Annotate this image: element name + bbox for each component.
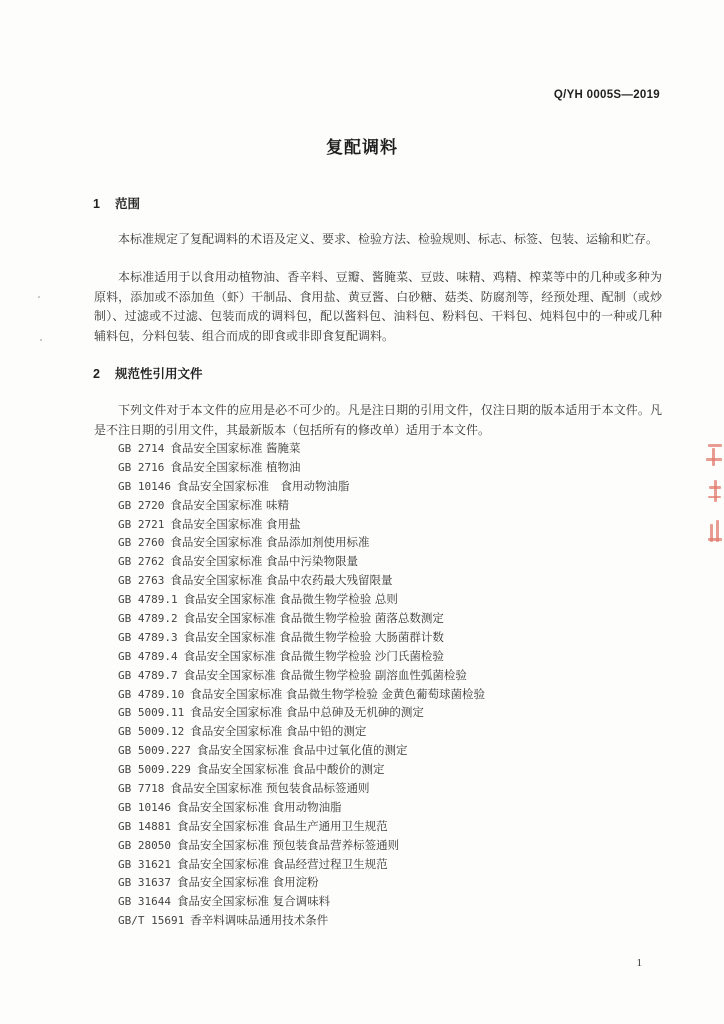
scan-speck bbox=[40, 339, 42, 341]
reference-item bbox=[118, 590, 485, 609]
scan-speck bbox=[38, 296, 40, 298]
reference-title: 食品安全国家标准 植物油 bbox=[170, 459, 301, 474]
section-1-title: 范围 bbox=[115, 196, 141, 211]
reference-title: 食品安全国家标准 食品微生物学检验 总则 bbox=[183, 592, 398, 607]
reference-title: 食品安全国家标准 预包装食品标签通则 bbox=[170, 781, 370, 796]
reference-title: 食品安全国家标准 味精 bbox=[170, 497, 290, 512]
reference-item bbox=[118, 628, 485, 647]
reference-item bbox=[118, 798, 485, 817]
section-2-paragraph: 下列文件对于本文件的应用是必不可少的。凡是注日期的引用文件，仅注日期的版本适用于本文件。凡是不注日期的引用文件，其最新版本（包括所有的修改单）适用于本文件。 bbox=[94, 403, 662, 437]
reference-item bbox=[118, 571, 485, 590]
page-number: 1 bbox=[636, 957, 642, 969]
reference-item bbox=[118, 477, 485, 496]
reference-title: 食品安全国家标准 食品中农药最大残留限量 bbox=[170, 573, 393, 588]
reference-item bbox=[118, 666, 485, 685]
reference-item bbox=[118, 836, 485, 855]
reference-item bbox=[118, 685, 485, 704]
reference-title: 食品安全国家标准 食品中污染物限量 bbox=[170, 554, 359, 569]
reference-code: GB 28050 bbox=[118, 838, 171, 852]
reference-title: 食品安全国家标准 食品中总砷及无机砷的测定 bbox=[190, 705, 424, 720]
reference-code: GB/T 15691 bbox=[118, 914, 185, 928]
reference-code: GB 4789.1 bbox=[118, 593, 178, 607]
reference-code: GB 2721 bbox=[118, 517, 165, 531]
reference-item bbox=[118, 458, 485, 477]
section-2-heading bbox=[93, 364, 203, 382]
reference-title: 食品安全国家标准 食用淀粉 bbox=[176, 875, 319, 890]
reference-item bbox=[118, 609, 485, 628]
reference-code: GB 2762 bbox=[118, 555, 165, 569]
reference-code: GB 4789.2 bbox=[118, 612, 178, 626]
document-title: 复配调料 bbox=[326, 138, 398, 158]
reference-code: GB 5009.12 bbox=[118, 725, 185, 739]
reference-code: GB 5009.227 bbox=[118, 744, 191, 758]
reference-title: 食品安全国家标准 食品中过氧化值的测定 bbox=[196, 743, 408, 758]
reference-code: GB 2760 bbox=[118, 536, 165, 550]
reference-code: GB 31637 bbox=[118, 876, 171, 890]
reference-title: 食品安全国家标准 食用盐 bbox=[170, 516, 301, 531]
reference-title: 食品安全国家标准 食品生产通用卫生规范 bbox=[176, 818, 388, 833]
reference-item bbox=[118, 873, 485, 892]
reference-item bbox=[118, 515, 485, 534]
reference-code: GB 31621 bbox=[118, 857, 171, 871]
reference-code: GB 7718 bbox=[118, 782, 165, 796]
reference-title: 食品安全国家标准 食品微生物学检验 金黄色葡萄球菌检验 bbox=[190, 686, 486, 701]
reference-item bbox=[118, 552, 485, 571]
reference-title: 食品安全国家标准 食品微生物学检验 沙门氏菌检验 bbox=[183, 648, 444, 663]
reference-title: 食品安全国家标准 食品微生物学检验 大肠菌群计数 bbox=[183, 629, 444, 644]
reference-item bbox=[118, 779, 485, 798]
reference-item bbox=[118, 911, 485, 930]
reference-title: 香辛料调味品通用技术条件 bbox=[190, 913, 329, 928]
reference-item bbox=[118, 703, 485, 722]
reference-title: 食品安全国家标准 食品中酸价的测定 bbox=[196, 762, 385, 777]
reference-code: GB 4789.7 bbox=[118, 668, 178, 682]
reference-code: GB 2714 bbox=[118, 442, 165, 455]
reference-item bbox=[118, 439, 485, 458]
reference-item bbox=[118, 496, 485, 515]
reference-title: 食品安全国家标准 食品微生物学检验 副溶血性弧菌检验 bbox=[183, 667, 467, 682]
reference-item bbox=[118, 855, 485, 874]
section-2-title: 规范性引用文件 bbox=[115, 366, 203, 381]
reference-code: GB 2716 bbox=[118, 460, 165, 474]
seal-stamp bbox=[700, 440, 724, 550]
reference-code: GB 14881 bbox=[118, 819, 171, 833]
reference-title: 食品安全国家标准 食品添加剂使用标准 bbox=[170, 535, 370, 550]
section-1-paragraph-1: 本标准规定了复配调料的术语及定义、要求、检验方法、检验规则、标志、标签、包装、运输和贮存。 bbox=[118, 232, 659, 246]
reference-title: 食品安全国家标准 食用动物油脂 bbox=[176, 478, 350, 493]
reference-title: 食品安全国家标准 酱腌菜 bbox=[170, 441, 301, 455]
section-2-number: 2 bbox=[93, 367, 100, 381]
reference-item bbox=[118, 741, 485, 760]
section-1-heading bbox=[93, 194, 140, 212]
standard-code: Q/YH 0005S—2019 bbox=[553, 89, 660, 101]
reference-title: 食品安全国家标准 复合调味料 bbox=[176, 894, 331, 909]
reference-code: GB 10146 bbox=[118, 800, 171, 814]
reference-code: GB 4789.3 bbox=[118, 630, 178, 644]
reference-title: 食品安全国家标准 食品微生物学检验 菌落总数测定 bbox=[183, 611, 444, 626]
reference-title: 食品安全国家标准 食品经营过程卫生规范 bbox=[176, 856, 388, 871]
reference-item bbox=[118, 722, 485, 741]
reference-list bbox=[118, 439, 485, 930]
reference-title: 食品安全国家标准 食用动物油脂 bbox=[176, 799, 342, 814]
reference-title: 食品安全国家标准 食品中铅的测定 bbox=[190, 724, 367, 739]
reference-code: GB 2763 bbox=[118, 574, 165, 588]
reference-code: GB 4789.10 bbox=[118, 687, 185, 701]
reference-item bbox=[118, 647, 485, 666]
reference-code: GB 2720 bbox=[118, 498, 165, 512]
reference-item bbox=[118, 817, 485, 836]
section-1-number: 1 bbox=[93, 197, 100, 211]
reference-code: GB 31644 bbox=[118, 895, 171, 909]
reference-code: GB 10146 bbox=[118, 479, 171, 493]
section-1-paragraph-2: 本标准适用于以食用动植物油、香辛料、豆瓣、酱腌菜、豆豉、味精、鸡精、榨菜等中的几种或多种为原料，添加或不添加鱼（虾）干制品、食用盐、黄豆酱、白砂糖、菇类、防腐剂等，经预处理、配制（或炒制）、过滤或不过滤、包装而成的调料包，配以酱料包、油料包、粉料包、干料包、炖料包中的一种或几种辅料包，分料包装、组合而成的即食或非即食复配调料。 bbox=[94, 270, 662, 343]
reference-title: 食品安全国家标准 预包装食品营养标签通则 bbox=[176, 837, 400, 852]
reference-code: GB 4789.4 bbox=[118, 649, 178, 663]
reference-code: GB 5009.11 bbox=[118, 706, 185, 720]
reference-item bbox=[118, 533, 485, 552]
reference-code: GB 5009.229 bbox=[118, 763, 191, 777]
reference-item bbox=[118, 760, 485, 779]
reference-item bbox=[118, 892, 485, 911]
